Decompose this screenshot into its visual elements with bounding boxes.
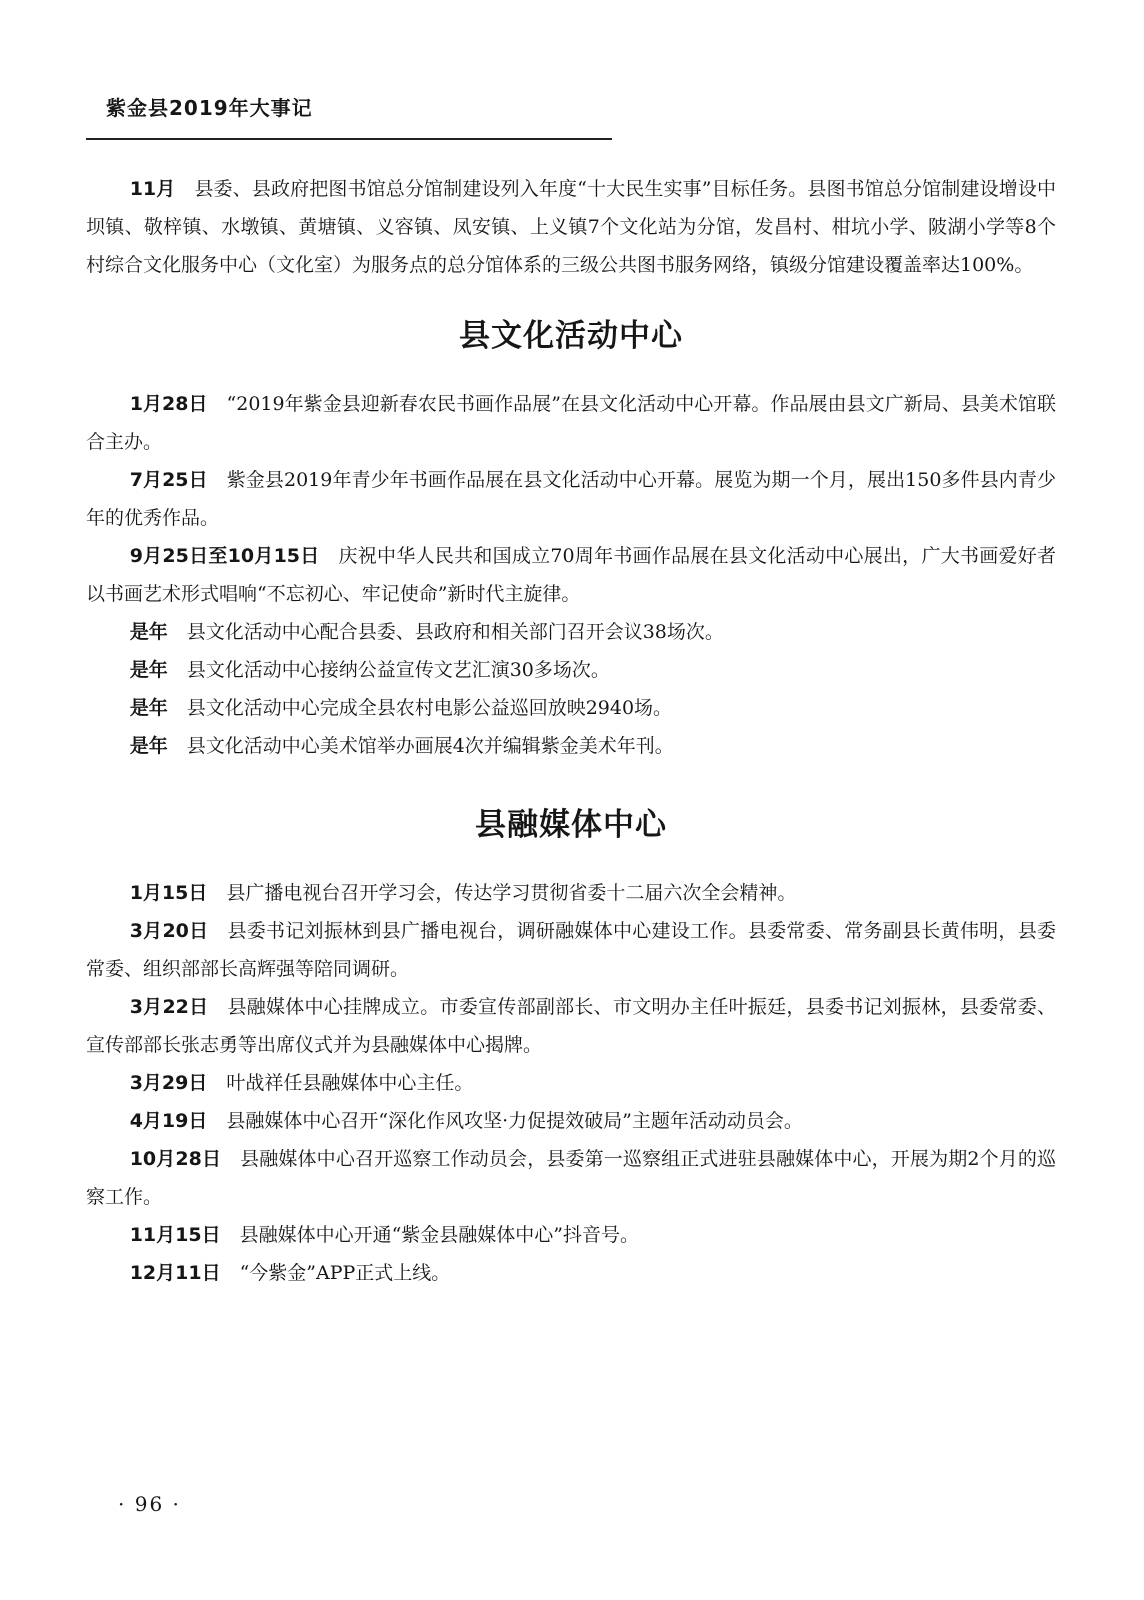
entry-date: 3月20日 bbox=[129, 920, 209, 942]
entry-date: 4月19日 bbox=[129, 1110, 208, 1132]
entry-text: 县委、县政府把图书馆总分馆制建设列入年度“十大民生实事”目标任务。县图书馆总分馆制建设增设中坝镇、敬梓镇、水墩镇、黄塘镇、义容镇、凤安镇、上义镇7个文化站为分馆，发昌村、柑坑小学、陂湖小学等8个村综合文化服务中心（文化室）为服务点的总分馆体系的三级公共图书服务网络，镇级分馆建设覆盖率达100%。 bbox=[86, 178, 1056, 276]
entry-text: 县文化活动中心美术馆举办画展4次并编辑紫金美术年刊。 bbox=[186, 735, 674, 757]
entry-text: 县融媒体中心召开巡察工作动员会，县委第一巡察组正式进驻县融媒体中心，开展为期2个月的巡察工作。 bbox=[86, 1148, 1056, 1208]
entry-text: 庆祝中华人民共和国成立70周年书画作品展在县文化活动中心展出，广大书画爱好者以书画艺术形式唱响“不忘初心、牢记使命”新时代主旋律。 bbox=[86, 545, 1056, 605]
entry-date: 是年 bbox=[129, 621, 168, 643]
entry-date: 1月28日 bbox=[129, 393, 208, 415]
event-entry bbox=[86, 727, 1056, 765]
entry-text: 县文化活动中心完成全县农村电影公益巡回放映2940场。 bbox=[186, 697, 673, 719]
event-entry bbox=[86, 912, 1056, 988]
event-entry bbox=[86, 874, 1056, 912]
entry-text: 县融媒体中心挂牌成立。市委宣传部副部长、市文明办主任叶振廷，县委书记刘振林，县委常委、宣传部部长张志勇等出席仪式并为县融媒体中心揭牌。 bbox=[86, 996, 1056, 1056]
entry-text: 县文化活动中心配合县委、县政府和相关部门召开会议38场次。 bbox=[186, 621, 724, 643]
event-entry bbox=[86, 461, 1056, 537]
running-header: 紫金县2019年大事记 bbox=[106, 96, 313, 120]
entry-text: 县广播电视台召开学习会，传达学习贯彻省委十二届六次全会精神。 bbox=[226, 882, 797, 904]
entry-text: 县文化活动中心接纳公益宣传文艺汇演30多场次。 bbox=[186, 659, 610, 681]
entry-date: 是年 bbox=[129, 659, 168, 681]
entry-date: 1月15日 bbox=[129, 882, 208, 904]
entry-date: 11月 bbox=[129, 178, 176, 200]
event-entry bbox=[86, 651, 1056, 689]
entry-text: “今紫金”APP正式上线。 bbox=[239, 1262, 451, 1284]
header-rule bbox=[86, 138, 612, 140]
entry-date: 是年 bbox=[129, 735, 168, 757]
entry-date: 10月28日 bbox=[129, 1148, 222, 1170]
section-media-center-entries bbox=[86, 874, 1056, 1292]
entry-date: 7月25日 bbox=[129, 469, 208, 491]
event-entry bbox=[86, 988, 1056, 1064]
entry-date: 11月15日 bbox=[129, 1224, 221, 1246]
section-title-cultural-center: 县文化活动中心 bbox=[459, 318, 683, 354]
event-entry bbox=[86, 1254, 1056, 1292]
event-entry bbox=[86, 1064, 1056, 1102]
entry-text: 叶战祥任县融媒体中心主任。 bbox=[226, 1072, 474, 1094]
event-entry bbox=[86, 1216, 1056, 1254]
event-entry bbox=[86, 689, 1056, 727]
entry-text: 县融媒体中心召开“深化作风攻坚·力促提效破局”主题年活动动员会。 bbox=[226, 1110, 803, 1132]
intro-entry bbox=[86, 170, 1056, 284]
entry-date: 3月29日 bbox=[129, 1072, 208, 1094]
entry-text: “2019年紫金县迎新春农民书画作品展”在县文化活动中心开幕。作品展由县文广新局、县美术馆联合主办。 bbox=[86, 393, 1056, 453]
entry-date: 是年 bbox=[129, 697, 168, 719]
section-cultural-center-entries bbox=[86, 385, 1056, 765]
event-entry bbox=[86, 1102, 1056, 1140]
event-entry bbox=[86, 385, 1056, 461]
entry-text: 县融媒体中心开通“紫金县融媒体中心”抖音号。 bbox=[239, 1224, 640, 1246]
entry-text: 县委书记刘振林到县广播电视台，调研融媒体中心建设工作。县委常委、常务副县长黄伟明，县委常委、组织部部长高辉强等陪同调研。 bbox=[86, 920, 1056, 980]
event-entry bbox=[86, 537, 1056, 613]
entry-text: 紫金县2019年青少年书画作品展在县文化活动中心开幕。展览为期一个月，展出150多件县内青少年的优秀作品。 bbox=[86, 469, 1056, 529]
page-content bbox=[86, 170, 1056, 1292]
event-entry bbox=[86, 613, 1056, 651]
entry-date: 3月22日 bbox=[129, 996, 209, 1018]
entry-date: 9月25日至10月15日 bbox=[129, 545, 320, 567]
event-entry bbox=[86, 1140, 1056, 1216]
page-number: · 96 · bbox=[118, 1492, 181, 1516]
section-title-media-center: 县融媒体中心 bbox=[475, 807, 667, 843]
entry-date: 12月11日 bbox=[129, 1262, 221, 1284]
